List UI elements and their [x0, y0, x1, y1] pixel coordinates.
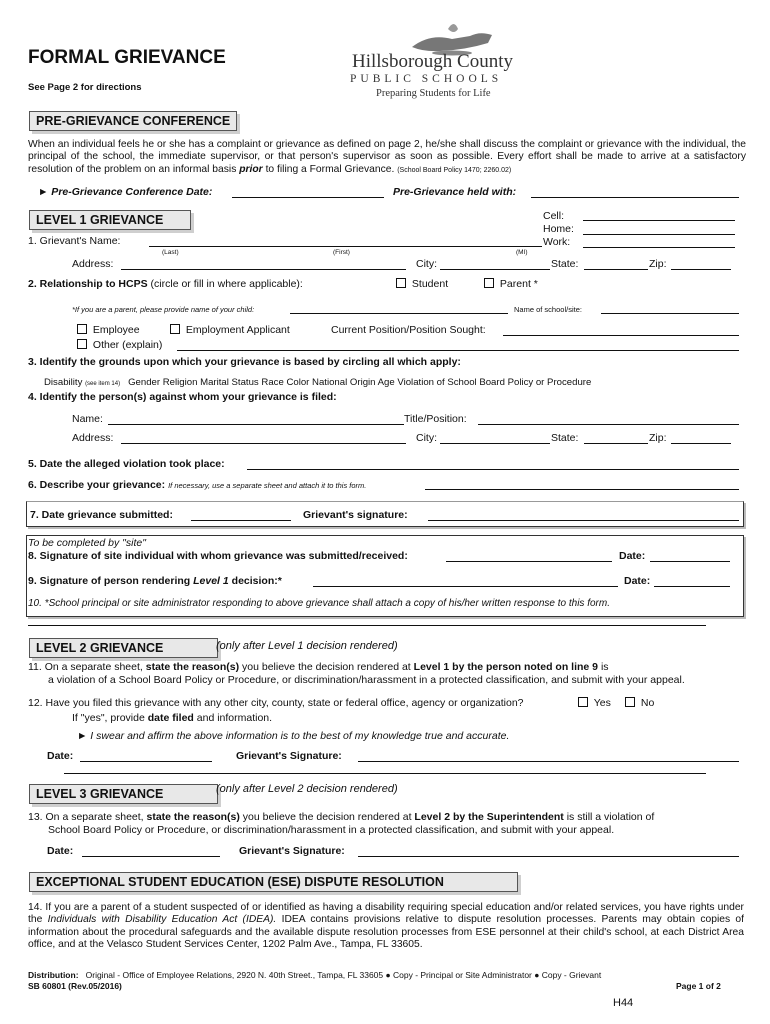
level2-heading: LEVEL 2 GRIEVANCE [29, 638, 218, 658]
respondent-state-label: State: [551, 432, 579, 444]
level3-heading: LEVEL 3 GRIEVANCE [29, 784, 218, 804]
grievant-name-field[interactable] [149, 246, 542, 247]
directions-note: See Page 2 for directions [28, 82, 142, 93]
ese-heading: EXCEPTIONAL STUDENT EDUCATION (ESE) DISPUTE RESOLUTION [29, 872, 518, 892]
level3-note: (only after Level 2 decision rendered) [216, 783, 398, 795]
ese-text: 14. If you are a parent of a student suspected of or identified as having a disability requiring special education and/or related services, you have rights under the Individuals with Disability Education Act (IDEA). IDEA contains provisions relative to dispute resolution processes. Parents may obtain copies of information about the procedural safeguards and the available dispute resolution processes from ESE personnel at their child's school, at each District Area office, and at the Velasco Student Services Center, 1202 Palm Ave., Tampa, FL 33605. [28, 902, 744, 951]
title-position-field[interactable] [478, 424, 739, 425]
city-label: City: [416, 258, 437, 270]
respondent-name-field[interactable] [108, 424, 404, 425]
decision-signature-label: 9. Signature of person rendering Level 1 decision:* [28, 575, 282, 587]
relationship-label: 2. Relationship to HCPS (circle or fill in where applicable): [28, 278, 303, 290]
other-explain-field[interactable] [177, 350, 739, 351]
distribution-line: Distribution: Original - Office of Employee Relations, 2920 N. 40th Street., Tampa, FL 33605 ● Copy - Principal or Site Administrator ● Copy - Grievant [28, 970, 602, 980]
parent-child-note: *If you are a parent, please provide name of your child: [72, 305, 255, 314]
logo-name: Hillsborough County [352, 51, 513, 72]
violation-date-field[interactable] [247, 469, 739, 470]
address-label: Address: [72, 258, 114, 270]
section-divider [64, 773, 706, 774]
level2-reason: 11. On a separate sheet, state the reason(s) you believe the decision rendered at Level 1 by the person noted on line 9 is a violation of a School Board Policy or Procedure, or discrimination/harassment in a protected classification, and submit with your appeal. [28, 661, 685, 686]
principal-response-note: 10. *School principal or site administrator responding to above grievance shall attach a copy of his/her written response to this form. [28, 598, 610, 609]
respondent-address-label: Address: [72, 432, 114, 444]
decision-date-label: Date: [624, 575, 651, 587]
person-against-question: 4. Identify the person(s) against whom your grievance is filed: [28, 391, 337, 403]
level2-note: (only after Level 1 decision rendered) [216, 640, 398, 652]
other-filing-question: 12. Have you filed this grievance with any other city, county, state or federal office, agency or organization? [28, 697, 524, 709]
cell-label: Cell: [543, 210, 565, 222]
site-date-field[interactable] [650, 561, 730, 562]
section-divider [28, 625, 706, 626]
respondent-city-label: City: [416, 432, 437, 444]
mi-caption: (MI) [516, 249, 528, 256]
grievant-signature-field[interactable] [428, 520, 739, 521]
level3-signature-label: Grievant's Signature: [239, 845, 345, 857]
site-signature-field[interactable] [446, 561, 612, 562]
zip-label: Zip: [649, 258, 667, 270]
school-site-field[interactable] [601, 313, 739, 314]
last-name-caption: (Last) [162, 249, 179, 256]
date-submitted-field[interactable] [191, 520, 291, 521]
logo-tagline: Preparing Students for Life [376, 88, 491, 99]
yes-checkbox[interactable]: Yes [578, 697, 611, 709]
applicant-checkbox[interactable]: Employment Applicant [170, 324, 290, 336]
page-title: FORMAL GRIEVANCE [28, 47, 226, 68]
school-site-label: Name of school/site: [514, 305, 582, 314]
home-label: Home: [543, 223, 574, 235]
level2-signature-label: Grievant's Signature: [236, 750, 342, 762]
student-checkbox[interactable]: Student [396, 278, 448, 290]
no-checkbox[interactable]: No [625, 697, 654, 709]
decision-date-field[interactable] [654, 586, 730, 587]
zip-field[interactable] [671, 269, 731, 270]
current-position-field[interactable] [503, 335, 739, 336]
employee-checkbox[interactable]: Employee [77, 324, 140, 336]
form-code: H44 [613, 997, 634, 1009]
level3-date-label: Date: [47, 845, 74, 857]
parent-checkbox[interactable]: Parent * [484, 278, 538, 290]
pre-held-with-field[interactable] [531, 197, 739, 198]
site-note: To be completed by "site" [28, 537, 146, 549]
home-phone-field[interactable] [583, 234, 735, 235]
describe-grievance-field[interactable] [425, 489, 739, 490]
date-filed-note: If "yes", provide date filed and information. [72, 712, 273, 724]
child-name-field[interactable] [290, 313, 508, 314]
describe-grievance-label: 6. Describe your grievance: If necessary, use a separate sheet and attach it to this form. [28, 479, 367, 491]
pre-conference-date-field[interactable] [232, 197, 384, 198]
city-field[interactable] [440, 269, 550, 270]
level3-reason: 13. On a separate sheet, state the reason(s) you believe the decision rendered at Level 2 by the Superintendent is still a violation of School Board Policy or Procedure, or discrimination/harassment in a protected classification, and submit with your appeal. [28, 811, 655, 836]
violation-date-label: 5. Date the alleged violation took place: [28, 458, 225, 470]
grounds-question: 3. Identify the grounds upon which your grievance is based by circling all which apply: [28, 356, 461, 368]
other-checkbox[interactable]: Other (explain) [77, 339, 162, 351]
cell-phone-field[interactable] [583, 220, 735, 221]
level3-date-field[interactable] [82, 856, 220, 857]
respondent-city-field[interactable] [440, 443, 550, 444]
level2-date-label: Date: [47, 750, 74, 762]
title-position-label: Title/Position: [404, 413, 467, 425]
district-logo [340, 17, 540, 101]
respondent-state-field[interactable] [584, 443, 648, 444]
pre-held-with-label: Pre-Grievance held with: [393, 186, 517, 198]
pre-grievance-heading: PRE-GRIEVANCE CONFERENCE [29, 111, 237, 131]
grievant-name-label: 1. Grievant's Name: [28, 235, 121, 247]
logo-subtitle: PUBLIC SCHOOLS [350, 73, 503, 85]
address-field[interactable] [121, 269, 406, 270]
pre-conference-date-label: ► Pre-Grievance Conference Date: [38, 186, 213, 198]
form-number: SB 60801 (Rev.05/2016) [28, 981, 122, 991]
current-position-label: Current Position/Position Sought: [331, 324, 486, 336]
date-submitted-label: 7. Date grievance submitted: [30, 509, 173, 521]
first-name-caption: (First) [333, 249, 350, 256]
level2-date-field[interactable] [80, 761, 212, 762]
respondent-zip-label: Zip: [649, 432, 667, 444]
respondent-address-field[interactable] [121, 443, 406, 444]
work-label: Work: [543, 236, 571, 248]
site-signature-label: 8. Signature of site individual with whom grievance was submitted/received: [28, 550, 408, 562]
respondent-name-label: Name: [72, 413, 103, 425]
grievant-signature-label: Grievant's signature: [303, 509, 408, 521]
decision-signature-field[interactable] [313, 586, 618, 587]
swear-statement: ► I swear and affirm the above information is to the best of my knowledge true and accurate. [77, 730, 510, 742]
page-number: Page 1 of 2 [676, 981, 721, 991]
grounds-options[interactable]: Disability (see item 14) Gender Religion Marital Status Race Color National Origin Age Violation of School Board Policy or Procedure [44, 377, 592, 388]
pre-grievance-text: When an individual feels he or she has a complaint or grievance as defined on page 2, he/she shall discuss the complaint or grievance with the individual, the principal of the school, the immediate supervisor, or that person's supervisor as soon as possible. Every effort shall be made to arrive at a satisfactory resolution of the problem on an informal basis prior to filing a Formal Grievance. (School Board Policy 1470; 2260.02) [28, 139, 746, 175]
state-label: State: [551, 258, 579, 270]
respondent-zip-field[interactable] [671, 443, 731, 444]
level3-signature-field[interactable] [358, 856, 739, 857]
level1-heading: LEVEL 1 GRIEVANCE [29, 210, 191, 230]
level2-signature-field[interactable] [358, 761, 739, 762]
work-phone-field[interactable] [583, 247, 735, 248]
site-date-label: Date: [619, 550, 646, 562]
state-field[interactable] [584, 269, 648, 270]
